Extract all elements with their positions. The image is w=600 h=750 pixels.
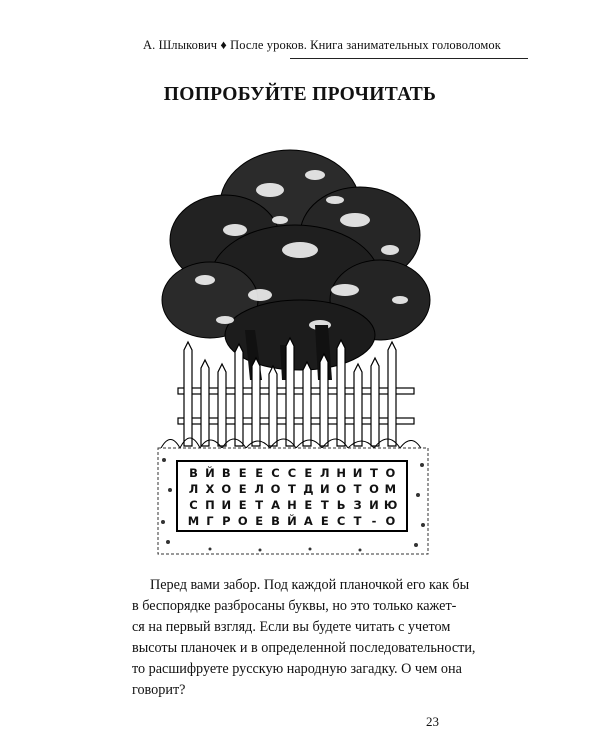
letter-board (176, 460, 408, 532)
board-letter: Е (255, 466, 264, 480)
puzzle-description (132, 575, 476, 701)
letter-row (178, 513, 406, 529)
board-letter: Й (287, 514, 297, 528)
text-line: то расшифруете русскую народную загадку. О чем она (132, 661, 462, 677)
text-line: говорит? (132, 682, 186, 698)
tree-canopy (162, 150, 430, 370)
running-head: А. Шлыкович ♦ После уроков. Книга занимательных головоломок (143, 38, 501, 52)
board-letter: И (352, 466, 363, 480)
board-letter: О (369, 482, 379, 496)
board-letter: Й (205, 466, 215, 480)
letter-row (178, 481, 406, 497)
board-letter: Т (353, 482, 362, 496)
board-letter: Е (238, 482, 247, 496)
board-letter: О (385, 466, 396, 480)
board-letter: Д (303, 482, 314, 496)
text-line: ся на первый взгляд. Если вы будете читать с учетом (132, 619, 451, 635)
text-line: высоты планочек и в определенной последовательности, (132, 640, 476, 656)
board-letter: Л (319, 466, 330, 480)
board-letter: М (384, 482, 397, 496)
board-letter: О (237, 514, 248, 528)
board-letter: Т (288, 482, 296, 496)
board-letter: С (336, 514, 346, 528)
letter-row (178, 497, 406, 513)
board-letter: Т (370, 466, 378, 480)
board-letter: Т (255, 498, 264, 512)
board-letter: В (221, 466, 231, 480)
board-letter: Е (238, 466, 247, 480)
board-letter: С (287, 466, 297, 480)
board-letter: Г (206, 514, 214, 528)
board-letter: Е (304, 498, 313, 512)
board-letter: Е (238, 498, 247, 512)
board-letter: Е (304, 466, 313, 480)
board-letter: Ю (383, 498, 398, 512)
board-letter: Т (353, 514, 362, 528)
page-number: 23 (426, 714, 439, 729)
board-letter: А (271, 498, 280, 512)
board-letter: Т (320, 498, 329, 512)
board-letter: И (221, 498, 232, 512)
board-letter: О (385, 514, 396, 528)
board-letter: Л (254, 482, 264, 496)
text-line: в беспорядке разбросаны буквы, но это только кажет- (132, 598, 457, 614)
board-letter: Е (320, 514, 329, 528)
board-letter: Е (255, 514, 264, 528)
header-rule (290, 58, 528, 59)
text-line: Перед вами забор. Под каждой планочкой его как бы (150, 577, 470, 593)
board-letter: - (371, 514, 377, 528)
letter-row (178, 465, 406, 481)
board-letter: Ь (336, 498, 346, 512)
board-letter: С (189, 498, 198, 512)
board-letter: Н (287, 498, 297, 512)
board-letter: И (369, 498, 379, 512)
board-letter: Н (336, 466, 346, 480)
board-letter: Х (205, 482, 215, 496)
board-letter: В (189, 466, 198, 480)
board-letter: О (336, 482, 347, 496)
board-letter: З (353, 498, 362, 512)
board-letter: В (271, 514, 280, 528)
board-letter: О (221, 482, 232, 496)
board-letter: И (319, 482, 330, 496)
board-letter: О (270, 482, 281, 496)
board-letter: С (271, 466, 280, 480)
board-letter: А (303, 514, 313, 528)
board-letter: М (187, 514, 200, 528)
board-letter: Л (188, 482, 199, 496)
board-letter: П (205, 498, 215, 512)
page-title: ПОПРОБУЙТЕ ПРОЧИТАТЬ (163, 84, 437, 105)
board-letter: Р (222, 514, 231, 528)
